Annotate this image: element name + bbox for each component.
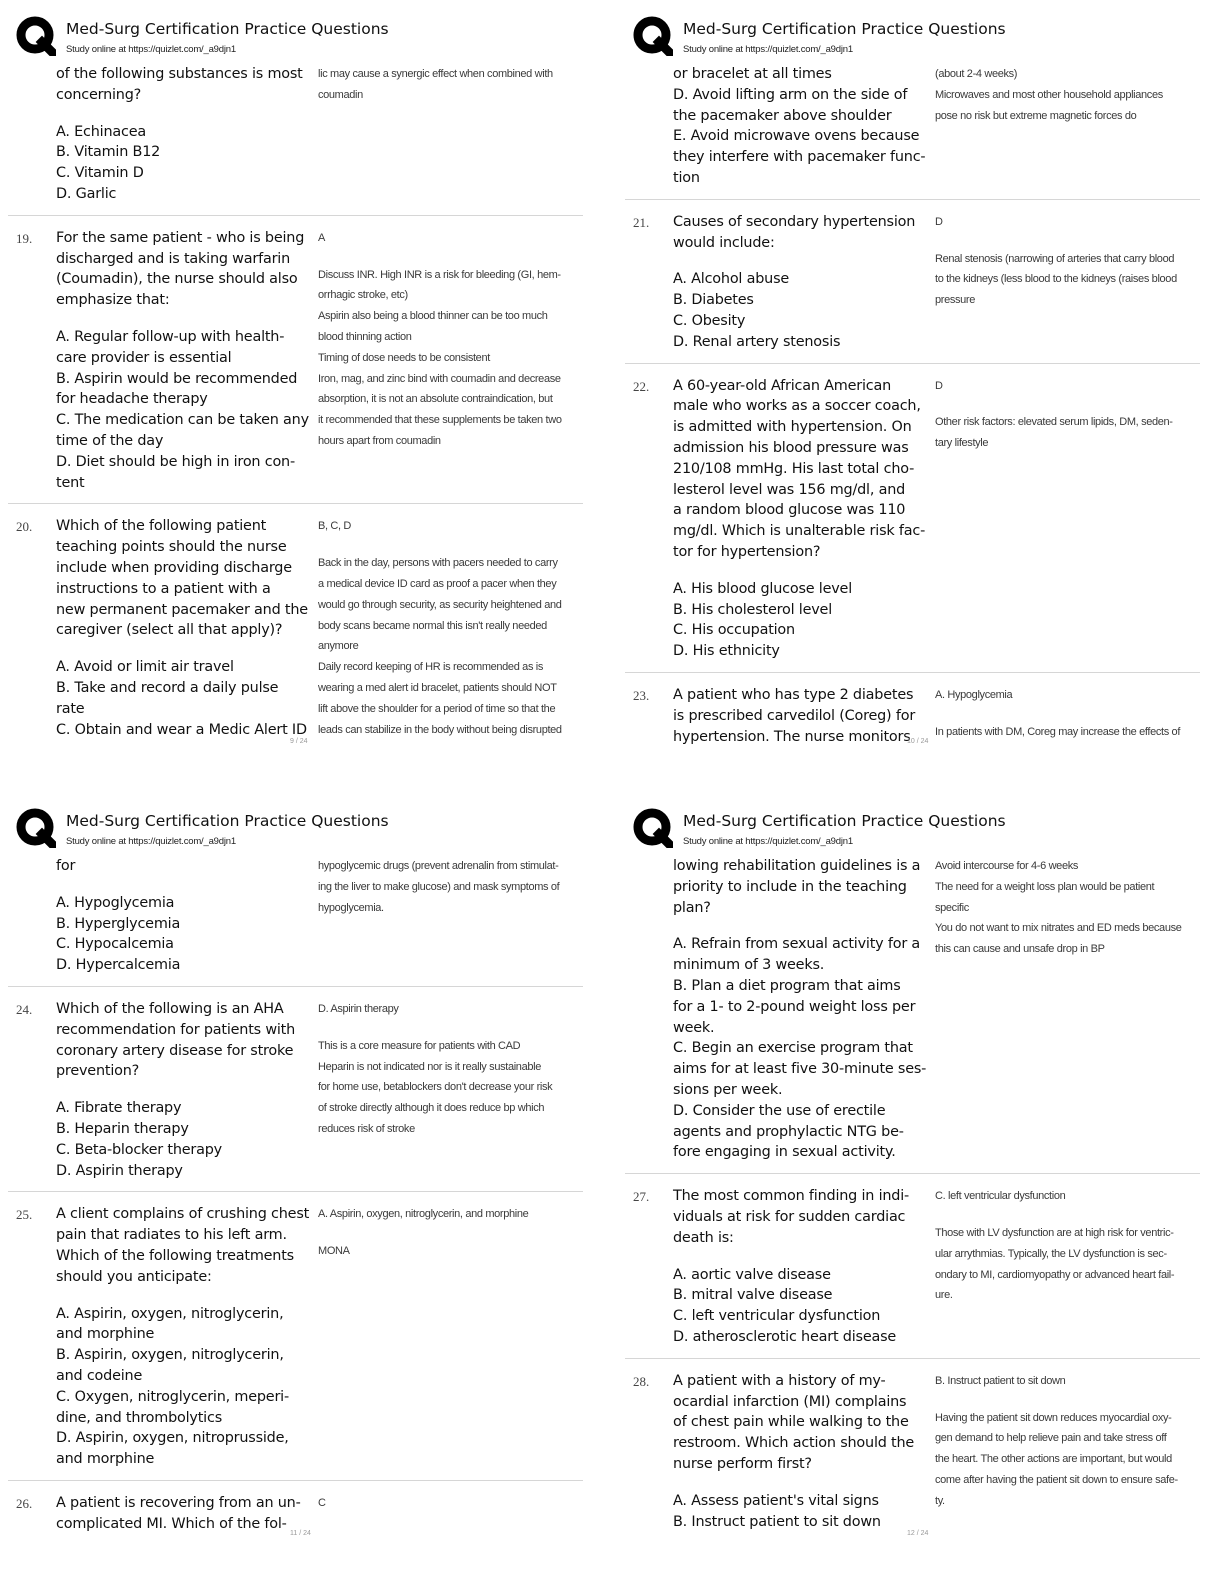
answer-key: B. Instruct patient to sit down bbox=[935, 1374, 1066, 1387]
answer-key: D bbox=[935, 379, 943, 392]
option: A. Avoid or limit air travel bbox=[56, 659, 234, 676]
answer: A. Aspirin, oxygen, nitroglycerin, and morphine MONA bbox=[313, 1204, 581, 1470]
page-number: 9 / 24 bbox=[290, 738, 308, 745]
page-number: 11 / 24 bbox=[290, 1530, 311, 1537]
option: D. Renal artery stenosis bbox=[673, 333, 841, 350]
option: D. Aspirin therapy bbox=[56, 1162, 183, 1179]
question-27 bbox=[625, 1173, 1200, 1358]
quizlet-logo-icon bbox=[16, 808, 56, 848]
question-number: 25. bbox=[16, 1207, 33, 1223]
option: B. Take and record a daily pulse bbox=[56, 679, 279, 696]
answer: Avoid intercourse for 4-6 weeks The need for a weight loss plan would be patient specific You do not want to mix nitrates and ED meds because this can cause and unsafe drop in BP bbox=[935, 860, 1182, 956]
study-online-link[interactable]: Study online at https://quizlet.com/_a9djn1 bbox=[66, 836, 236, 847]
question-number: 22. bbox=[633, 378, 650, 394]
option: C. His occupation bbox=[673, 622, 795, 639]
option: C. Obtain and wear a Medic Alert ID bbox=[56, 721, 307, 738]
page-title: Med-Surg Certification Practice Questions bbox=[66, 20, 389, 38]
option: A. Regular follow-up with health- bbox=[56, 328, 285, 345]
option: D. Consider the use of erectile bbox=[673, 1102, 886, 1119]
option: A. Hypoglycemia bbox=[56, 894, 175, 911]
answer: hypoglycemic drugs (prevent adrenalin from stimulat- ing the liver to make glucose) and mask symptoms of hypoglycemia. bbox=[318, 860, 560, 914]
option: A. His blood glucose level bbox=[673, 580, 852, 597]
answer: D Renal stenosis (narrowing of arteries that carry blood to the kidneys (less blood to the kidneys (raises blood pressure bbox=[930, 212, 1198, 353]
option: C. Obesity bbox=[673, 312, 746, 329]
question-text: of the following substances is most concerning? bbox=[56, 66, 303, 103]
option: D. atherosclerotic heart disease bbox=[673, 1328, 897, 1345]
question-text: A patient is recovering from an un- complicated MI. Which of the fol- bbox=[56, 1494, 301, 1532]
option: dine, and thrombolytics bbox=[56, 1409, 222, 1426]
answer: A Discuss INR. High INR is a risk for bleeding (GI, hem- orrhagic stroke, etc) Aspirin also being a blood thinner can be too much blood thinning action Timing of dose needs to be consistent Iron, mag, and zinc bind with coumadin and decrease absorption, it is not an absolute contraindication, but it recommended that these supplements be taken two hours apart from coumadin bbox=[313, 228, 581, 494]
question-text: The most common finding in indi- viduals at risk for sudden cardiac death is: bbox=[673, 1188, 910, 1246]
question-number: 24. bbox=[16, 1001, 33, 1017]
page-content bbox=[8, 856, 583, 1545]
answer: A. Hypoglycemia In patients with DM, Coreg may increase the effects of bbox=[930, 685, 1198, 747]
option: C. left ventricular dysfunction bbox=[673, 1308, 881, 1325]
question-number: 23. bbox=[633, 687, 650, 703]
option: for headache therapy bbox=[56, 391, 208, 408]
study-online-link[interactable]: Study online at https://quizlet.com/_a9djn1 bbox=[66, 44, 236, 55]
option: C. Beta-blocker therapy bbox=[56, 1141, 222, 1158]
option: B. mitral valve disease bbox=[673, 1287, 833, 1304]
question-text: Causes of secondary hypertension would include: bbox=[673, 213, 916, 251]
answer: D Other risk factors: elevated serum lipids, DM, seden- tary lifestyle bbox=[930, 376, 1198, 662]
question-number: 20. bbox=[16, 519, 33, 535]
quizlet-logo-icon bbox=[633, 808, 673, 848]
answer-key: B, C, D bbox=[318, 520, 351, 533]
question-text: A patient with a history of my- ocardial infarction (MI) complains of chest pain while walking to the restroom. Which action should the nurse perform first? bbox=[673, 1372, 915, 1472]
quizlet-logo-icon bbox=[633, 16, 673, 56]
option: A. Fibrate therapy bbox=[56, 1100, 182, 1117]
question-20 bbox=[8, 503, 583, 750]
answer: (about 2-4 weeks) Microwaves and most other household appliances pose no risk but extreme magnetic forces do bbox=[935, 68, 1163, 122]
option: D. Aspirin, oxygen, nitroprusside, bbox=[56, 1430, 289, 1447]
page-title: Med-Surg Certification Practice Questions bbox=[66, 812, 389, 830]
quizlet-logo-icon bbox=[16, 16, 56, 56]
question-text: A 60-year-old African American male who works as a soccer coach, is admitted with hypertension. On admission his blood pressure was 210/108 mmHg. His last total cho- lesterol level was 156 mg/dl, and a random blood glucose was 110 mg/dl. Which is unalterable risk fac- tor for hypertension? bbox=[673, 377, 926, 560]
option: week. bbox=[673, 1019, 715, 1036]
question-26-continued bbox=[625, 856, 1200, 1173]
page-number: 10 / 24 bbox=[907, 738, 929, 745]
option: A. Aspirin, oxygen, nitroglycerin, bbox=[56, 1305, 284, 1322]
option: B. Vitamin B12 bbox=[56, 144, 161, 161]
page-11 bbox=[8, 798, 608, 1578]
answer: lic may cause a synergic effect when combined with coumadin bbox=[318, 68, 553, 101]
answer-key: C. left ventricular dysfunction bbox=[935, 1190, 1066, 1203]
question-22 bbox=[625, 363, 1200, 672]
question-text: A patient who has type 2 diabetes is prescribed carvedilol (Coreg) for hypertension. The nurse monitors bbox=[673, 686, 916, 745]
option: sions per week. bbox=[673, 1081, 783, 1098]
option: B. Aspirin, oxygen, nitroglycerin, bbox=[56, 1347, 284, 1364]
option: care provider is essential bbox=[56, 349, 232, 366]
option: D. Hypercalcemia bbox=[56, 957, 181, 974]
option: B. Hyperglycemia bbox=[56, 915, 181, 932]
question-number: 28. bbox=[633, 1373, 650, 1389]
page-header bbox=[633, 14, 1213, 62]
answer-key: D bbox=[935, 215, 943, 228]
page-number: 12 / 24 bbox=[907, 1530, 929, 1537]
option: A. Alcohol abuse bbox=[673, 271, 790, 288]
question-28 bbox=[625, 1358, 1200, 1543]
page-content bbox=[625, 64, 1200, 757]
page-10 bbox=[625, 6, 1224, 786]
page-header bbox=[16, 14, 596, 62]
option: rate bbox=[56, 700, 85, 717]
option: A. Echinacea bbox=[56, 123, 146, 140]
option: tent bbox=[56, 474, 85, 491]
page-content bbox=[8, 64, 583, 750]
question-text: Which of the following patient teaching points should the nurse include when providing discharge instructions to a patient with a new permanent pacemaker and the caregiver (select all that apply)? bbox=[56, 518, 308, 639]
question-number: 27. bbox=[633, 1189, 650, 1205]
page-content bbox=[625, 856, 1200, 1542]
option: B. His cholesterol level bbox=[673, 601, 832, 618]
question-18-continued bbox=[8, 64, 583, 215]
option: A. Assess patient's vital signs bbox=[673, 1492, 879, 1509]
page-header bbox=[633, 806, 1213, 854]
answer-key: A. Aspirin, oxygen, nitroglycerin, and morphine bbox=[318, 1208, 529, 1221]
option: and codeine bbox=[56, 1367, 143, 1384]
question-21 bbox=[625, 199, 1200, 363]
option: A. Refrain from sexual activity for a bbox=[673, 936, 921, 953]
option: B. Diabetes bbox=[673, 292, 754, 309]
question-text: lowing rehabilitation guidelines is a priority to include in the teaching plan? bbox=[673, 858, 921, 916]
page-12 bbox=[625, 798, 1224, 1578]
option: B. Plan a diet program that aims bbox=[673, 977, 901, 994]
answer: D. Aspirin therapy This is a core measure for patients with CAD Heparin is not indicated nor is it really sustainable for home use, betablockers don't decrease your risk of stroke directly although it does reduce bp which reduces risk of stroke bbox=[313, 999, 581, 1181]
option: time of the day bbox=[56, 432, 164, 449]
answer bbox=[313, 1493, 581, 1535]
option: C. Oxygen, nitroglycerin, meperi- bbox=[56, 1388, 289, 1405]
question-number: 26. bbox=[16, 1495, 33, 1511]
question-20-continued bbox=[625, 64, 1200, 199]
option: B. Heparin therapy bbox=[56, 1120, 189, 1137]
question-19 bbox=[8, 215, 583, 504]
option: B. Instruct patient to sit down bbox=[673, 1513, 881, 1530]
option: B. Aspirin would be recommended bbox=[56, 370, 298, 387]
option: minimum of 3 weeks. bbox=[673, 957, 825, 974]
answer: B, C, D Back in the day, persons with pacers needed to carry a medical device ID card as proof a pacer when they would go through security, as security heightened and body scans became normal this isn't really needed anymore Daily record keeping of HR is recommended as is wearing a med alert id bracelet, patients should NOT lift above the shoulder for a period of time so that the leads can stabilize in the body without being disrupted bbox=[313, 516, 581, 740]
option: for a 1- to 2-pound weight loss per bbox=[673, 998, 916, 1015]
answer-key: A bbox=[318, 231, 325, 244]
question-text: Which of the following is an AHA recommendation for patients with coronary artery disease for stroke prevention? bbox=[56, 1000, 296, 1080]
option: D. Diet should be high in iron con- bbox=[56, 453, 295, 470]
question-text: For the same patient - who is being discharged and is taking warfarin (Coumadin), the nurse should also emphasize that: bbox=[56, 229, 305, 309]
option: aims for at least five 30-minute ses- bbox=[673, 1061, 927, 1078]
question-text: A client complains of crushing chest pain that radiates to his left arm. Which of the following treatments should you anticipate: bbox=[56, 1206, 310, 1285]
page-header bbox=[16, 806, 596, 854]
page-9 bbox=[8, 6, 608, 786]
question-23-continued bbox=[8, 856, 583, 986]
question-25 bbox=[8, 1191, 583, 1480]
question-text: for bbox=[56, 858, 76, 874]
answer-key: C bbox=[318, 1496, 326, 1509]
question-number: 21. bbox=[633, 214, 650, 230]
option: C. Vitamin D bbox=[56, 165, 144, 182]
option: C. Begin an exercise program that bbox=[673, 1040, 913, 1057]
option: and morphine bbox=[56, 1326, 155, 1343]
answer-key: A. Hypoglycemia bbox=[935, 688, 1013, 701]
option: A. aortic valve disease bbox=[673, 1266, 831, 1283]
option: fore engaging in sexual activity. bbox=[673, 1144, 896, 1161]
answer: C. left ventricular dysfunction Those with LV dysfunction are at high risk for ventric- ular arrythmias. Typically, the LV dysfunction is sec- ondary to MI, cardiomyopathy or advanced heart fail- ure. bbox=[930, 1186, 1198, 1348]
study-online-link[interactable]: Study online at https://quizlet.com/_a9djn1 bbox=[683, 836, 853, 847]
page-title: Med-Surg Certification Practice Questions bbox=[683, 812, 1006, 830]
answer: B. Instruct patient to sit down Having the patient sit down reduces myocardial oxy- gen demand to help relieve pain and take stress off the heart. The other actions are important, but would come after having the patient sit down to ensure safe- ty. bbox=[930, 1371, 1198, 1533]
option: agents and prophylactic NTG be- bbox=[673, 1123, 904, 1140]
option: and morphine bbox=[56, 1451, 155, 1468]
question-text: or bracelet at all times D. Avoid lifting arm on the side of the pacemaker above shoulder E. Avoid microwave ovens because they interfere with pacemaker func- tion bbox=[673, 66, 926, 186]
option: C. Hypocalcemia bbox=[56, 936, 174, 953]
page-title: Med-Surg Certification Practice Questions bbox=[683, 20, 1006, 38]
question-number: 19. bbox=[16, 230, 33, 246]
option: C. The medication can be taken any bbox=[56, 412, 309, 429]
option: D. Garlic bbox=[56, 185, 117, 202]
question-24 bbox=[8, 986, 583, 1191]
answer-key: D. Aspirin therapy bbox=[318, 1002, 399, 1015]
option: D. His ethnicity bbox=[673, 643, 780, 660]
study-online-link[interactable]: Study online at https://quizlet.com/_a9djn1 bbox=[683, 44, 853, 55]
